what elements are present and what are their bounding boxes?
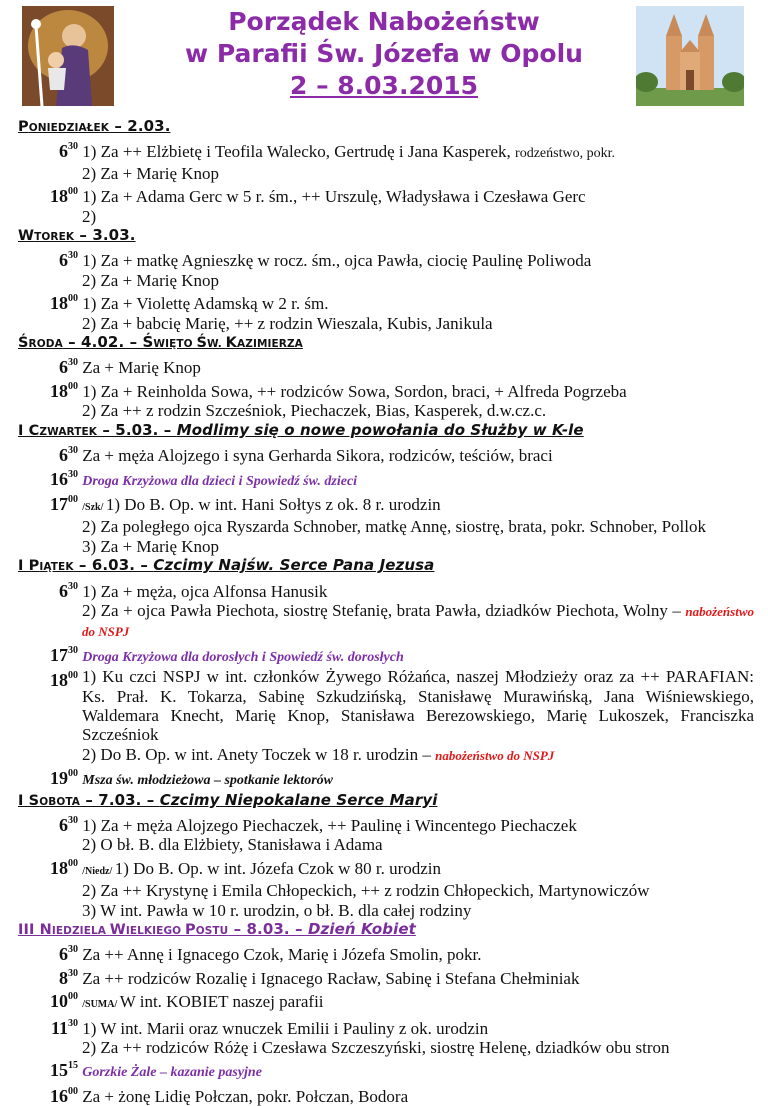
mass-time: $6^{30}$ xyxy=(59,580,78,601)
schedule xyxy=(18,117,754,1106)
title-line-1: Porządek Nabożeństw xyxy=(228,7,540,36)
mass-entry xyxy=(18,1015,754,1038)
intention: 2) Za + babcię Marię, ++ z rodzin Wieszala, Kubis, Janikula xyxy=(82,313,493,333)
intention: 1) Za + męża, ojca Alfonsa Hanusik xyxy=(82,581,328,601)
intention: 2) Za + Marię Knop xyxy=(82,163,220,183)
mass-entry xyxy=(18,965,754,988)
service-note: Msza św. młodzieżowa – spotkanie lektorów xyxy=(82,773,333,789)
intention: 1) Za + Adama Gerc w 5 r. śm., ++ Urszulę, Władysława i Czesława Gerc xyxy=(82,187,586,207)
intention: 1) Za + męża Alojzego Piechaczek, ++ Paulinę i Wincentego Piechaczek xyxy=(82,816,577,835)
intention-note: rodzeństwo, pokr. xyxy=(515,146,615,162)
intention: Za + żonę Lidię Połczan, pokr. Połczan, Bodora xyxy=(82,1086,409,1106)
devotion-note: nabożeństwo do NSPJ xyxy=(82,603,754,640)
mass-time: $15^{15}$ xyxy=(50,1060,78,1081)
church-image xyxy=(636,6,744,106)
mass-entry xyxy=(18,667,754,745)
intention: 2) Za ++ z rodzin Szcześniok, Piechaczek, Bias, Kasperek, d.w.cz.c. xyxy=(82,401,547,421)
mass-time: $18^{00}$ xyxy=(50,857,78,878)
day-heading-wednesday: ŚRODA – 4.02. – ŚWIĘTO ŚW. KAZIMIERZA xyxy=(18,333,303,352)
mass-time: $16^{30}$ xyxy=(50,468,78,489)
mass-entry xyxy=(18,183,754,206)
mass-tag: /Szk/ xyxy=(82,501,106,513)
service-entry xyxy=(18,765,754,790)
intention: 2) O bł. B. dla Elżbiety, Stanisława i Adama xyxy=(82,835,383,855)
service-entry xyxy=(18,1057,754,1082)
day-heading-thursday: I CZWARTEK – 5.03. – Modlimy się o nowe powołania do Służby w K-le xyxy=(18,420,584,439)
intention: 1) W int. Marii oraz wnuczek Emilii i Pauliny z ok. urodzin xyxy=(82,1018,489,1038)
mass-entry xyxy=(18,988,754,1014)
mass-entry xyxy=(18,138,754,163)
intention: 2) Za + Marię Knop xyxy=(82,270,220,290)
service-note: Droga Krzyżowa dla dorosłych i Spowiedź św. dorosłych xyxy=(82,649,404,665)
service-entry xyxy=(18,642,754,667)
intention: 2) Do B. Op. w int. Anety Toczek w 18 r. urodzin – nabożeństwo do NSPJ xyxy=(82,744,555,764)
day-heading-sunday: III NIEDZIELA WIELKIEGO POSTU – 8.03. – Dzień Kobiet xyxy=(18,920,416,939)
intention: Za + Marię Knop xyxy=(82,358,201,378)
mass-time: $6^{30}$ xyxy=(59,815,78,835)
intention: 2) Za + ojca Pawła Piechota, siostrę Stefanię, brata Pawła, dziadków Piechota, Wolny – nabożeństwo do NSPJ xyxy=(82,600,754,640)
day-heading-saturday: I SOBOTA – 7.03. – Czcimy Niepokalane Serce Maryi xyxy=(18,790,438,809)
mass-entry xyxy=(18,290,754,313)
mass-entry xyxy=(18,812,754,835)
mass-entry xyxy=(18,941,754,964)
mass-time: $6^{30}$ xyxy=(59,944,78,965)
day-heading-tuesday: WTOREK – 3.03. xyxy=(18,226,136,245)
mass-entry xyxy=(18,578,754,601)
mass-tag: /SUMA/ xyxy=(82,999,120,1011)
mass-entry xyxy=(18,1083,754,1106)
intention: Za ++ rodziców Rozalię i Ignacego Racław, Sabinę i Stefana Chełminiak xyxy=(82,968,580,988)
mass-time: $19^{00}$ xyxy=(50,768,78,789)
title-date-range: 2 – 8.03.2015 xyxy=(289,71,479,100)
mass-time: $8^{30}$ xyxy=(59,967,78,988)
intention: 2) Za ++ Krystynę i Emila Chłopeckich, ++ z rodzin Chłopeckich, Martynowiczów xyxy=(82,881,650,901)
service-entry xyxy=(18,466,754,491)
intention: 1) Za + matkę Agnieszkę w rocz. śm., ojca Pawła, ciocię Paulinę Poliwoda xyxy=(82,251,592,271)
mass-tag: /Niedz/ xyxy=(82,865,115,877)
devotion-note: nabożeństwo do NSPJ xyxy=(435,747,555,763)
saint-joseph-image xyxy=(22,6,114,106)
mass-entry xyxy=(18,354,754,377)
mass-time: $6^{30}$ xyxy=(59,141,78,162)
intention: W int. KOBIET naszej parafii xyxy=(119,992,324,1012)
mass-time: $17^{00}$ xyxy=(50,493,78,514)
mass-time: $18^{00}$ xyxy=(50,186,78,207)
intention: 1) Ku czci NSPJ w int. członków Żywego Różańca, naszej Młodzieży oraz za ++ PARAFIAN: Ks. Prał. K. Tokarza, Sabinę Szkudzińską, Stanisławę Murawińską, Jana Wiśniewskiego, Waldemara Knecht, Marię Knop, Stanisława Berezowskiego, Marię Lukoszek, Franciszka Szcześniok xyxy=(82,667,754,745)
mass-time: $18^{00}$ xyxy=(50,293,78,314)
service-note: Droga Krzyżowa dla dzieci i Spowiedź św. dzieci xyxy=(82,473,358,489)
mass-time: $6^{30}$ xyxy=(59,445,78,466)
intention: 1) Za + Violettę Adamską w 2 r. śm. xyxy=(82,294,329,314)
mass-time: $6^{30}$ xyxy=(59,357,78,378)
title-line-2: w Parafii Św. Józefa w Opolu xyxy=(185,39,583,68)
mass-entry xyxy=(18,855,754,881)
header xyxy=(0,0,768,112)
mass-time: $18^{00}$ xyxy=(50,670,78,691)
intention: 1) Do B. Op. w int. Hani Sołtys z ok. 8 r. urodzin xyxy=(105,494,441,514)
mass-time: $10^{00}$ xyxy=(50,991,78,1012)
intention: Za + męża Alojzego i syna Gerharda Sikora, rodziców, teściów, braci xyxy=(82,446,553,466)
mass-entry xyxy=(18,491,754,517)
intention: 2) Za ++ rodziców Różę i Czesława Szczeszyński, siostrę Helenę, dziadków obu stron xyxy=(82,1038,670,1058)
intention: 3) Za + Marię Knop xyxy=(82,536,220,556)
mass-entry xyxy=(18,378,754,401)
mass-entry xyxy=(18,442,754,465)
mass-time: $6^{30}$ xyxy=(59,250,78,271)
intention: 1) Za ++ Elżbietę i Teofila Walecko, Gertrudę i Jana Kasperek, xyxy=(82,142,516,162)
mass-time: $18^{00}$ xyxy=(50,380,78,401)
day-heading-monday: PONIEDZIAŁEK – 2.03. xyxy=(18,117,171,135)
day-heading-friday: I PIĄTEK – 6.03. – Czcimy Najśw. Serce Pana Jezusa xyxy=(18,556,435,575)
intention: 2) xyxy=(82,206,97,226)
mass-entry xyxy=(18,247,754,270)
intention: 1) Za + Reinholda Sowa, ++ rodziców Sowa, Sordon, braci, + Alfreda Pogrzeba xyxy=(82,381,627,401)
intention: 3) W int. Pawła w 10 r. urodzin, o bł. B. dla całej rodziny xyxy=(82,900,472,920)
mass-time: $16^{00}$ xyxy=(50,1085,78,1106)
intention: 2) Za poległego ojca Ryszarda Schnober, matkę Annę, siostrę, brata, pokr. Schnober, Pollok xyxy=(82,517,706,537)
mass-time: $17^{30}$ xyxy=(50,644,78,665)
service-note: Gorzkie Żale – kazanie pasyjne xyxy=(82,1065,262,1081)
intention: Za ++ Annę i Ignacego Czok, Marię i Józefa Smolin, pokr. xyxy=(82,945,482,965)
mass-time: $11^{30}$ xyxy=(50,1017,78,1038)
intention: 1) Do B. Op. w int. Józefa Czok w 80 r. urodzin xyxy=(114,858,442,878)
